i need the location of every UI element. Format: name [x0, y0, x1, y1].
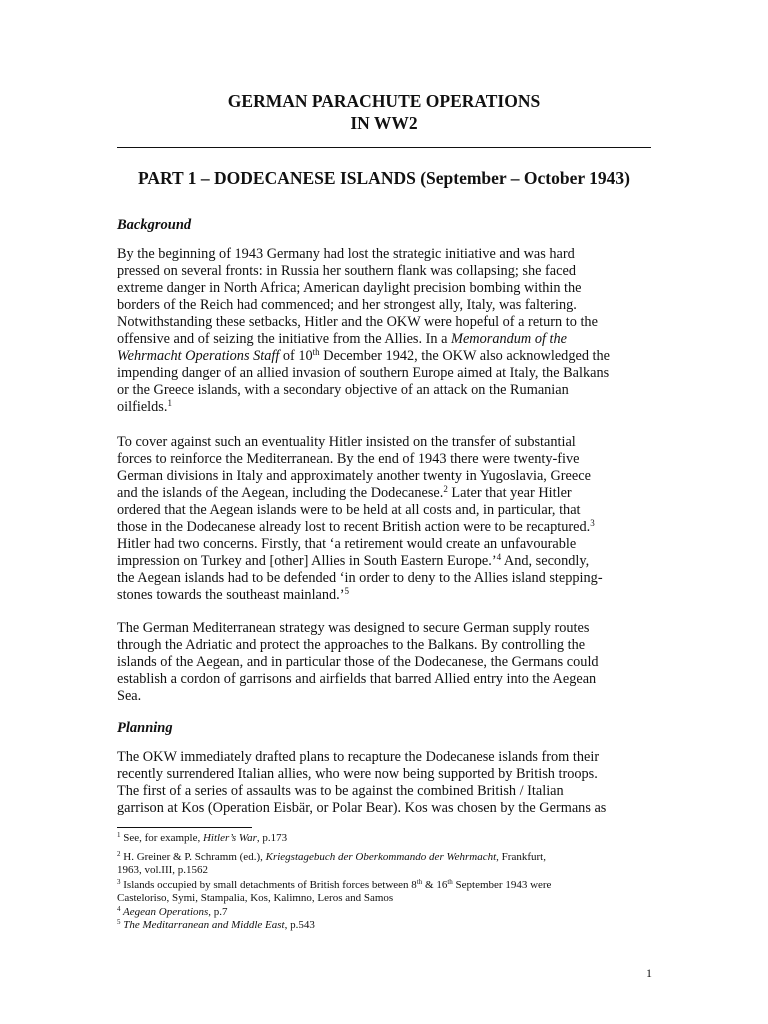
footnote-1: [117, 832, 657, 845]
text-line: forces to reinforce the Mediterranean. By the end of 1943 there were twenty-five: [117, 451, 580, 467]
text-line: Sea.: [117, 688, 142, 704]
title-divider: [117, 147, 651, 148]
footnote-number: 2: [117, 850, 121, 858]
text-line: [117, 519, 657, 536]
footnote-line: 1963, vol.III, p.1562: [117, 864, 209, 877]
footnote-line: Casteloriso, Symi, Stampalia, Kos, Kalimno, Leros and Samos: [117, 892, 394, 905]
text-line: [117, 331, 657, 348]
text-run: December 1942, the OKW also acknowledged the: [319, 348, 611, 364]
text-line: borders of the Reich had commenced; and her strongest ally, Italy, was faltering.: [117, 297, 577, 313]
text-run: H. Greiner & P. Schramm (ed.),: [120, 851, 266, 863]
text-line: Hitler had two concerns. Firstly, that ‘a retirement would create an unfavourable: [117, 536, 577, 552]
part-heading: PART 1 – DODECANESE ISLANDS (September – October 1943): [138, 168, 630, 188]
footnote-2: [117, 851, 657, 878]
text-line: recently surrendered Italian allies, who were now being supported by British troops.: [117, 766, 598, 782]
footnote-divider: [117, 827, 252, 828]
paragraph-1: [117, 246, 657, 416]
italic-title: Wehrmacht Operations Staff: [117, 348, 280, 364]
footnote-number: 4: [117, 905, 121, 913]
italic-title: Memorandum of the: [451, 331, 567, 347]
text-run: & 16: [422, 879, 448, 891]
footnote-ref-4[interactable]: 4: [496, 552, 502, 562]
text-run: September 1943 were: [452, 879, 552, 891]
footnote-number: 5: [117, 918, 121, 926]
text-line: The OKW immediately drafted plans to recapture the Dodecanese islands from their: [117, 749, 600, 765]
footnote-ref-5[interactable]: 5: [344, 586, 350, 596]
text-line: [117, 553, 657, 570]
footnote-ref-3[interactable]: 3: [590, 518, 595, 528]
text-run: those in the Dodecanese already lost to recent British action were to be recaptured.: [117, 519, 591, 535]
paragraph-3: [117, 620, 657, 705]
text-line: By the beginning of 1943 Germany had lost the strategic initiative and was hard: [117, 246, 575, 262]
italic-title: Kriegstagebuch der Oberkommando der Wehrmacht: [265, 851, 497, 863]
footnote-line: [117, 919, 657, 932]
text-line: impending danger of an allied invasion of southern Europe aimed at Italy, the Balkans: [117, 365, 610, 381]
italic-title: Aegean Operations: [120, 906, 209, 918]
footnote-line: [117, 832, 657, 845]
paragraph-4: [117, 749, 657, 817]
footnote-4: [117, 906, 657, 919]
footnote-line: [117, 851, 657, 864]
section-heading-background: Background: [117, 217, 192, 233]
text-line: Notwithstanding these setbacks, Hitler and the OKW were hopeful of a return to the: [117, 314, 598, 330]
footnote-3: [117, 879, 657, 906]
superscript: th: [416, 878, 423, 886]
text-line: establish a cordon of garrisons and airfields that barred Allied entry into the Aegean: [117, 671, 597, 687]
text-run: impression on Turkey and [other] Allies in South Eastern Europe.’: [117, 553, 497, 569]
text-run: of 10: [279, 348, 313, 364]
italic-title: Hitler’s War: [202, 832, 257, 844]
footnote-ref-1[interactable]: 1: [167, 398, 172, 408]
text-line: [117, 348, 657, 365]
text-line: ordered that the Aegean islands were to be held at all costs and, in particular, that: [117, 502, 581, 518]
section-heading-planning: Planning: [117, 720, 173, 736]
document-title-line-1: GERMAN PARACHUTE OPERATIONS: [227, 91, 541, 111]
superscript: th: [312, 347, 320, 357]
text-line: pressed on several fronts: in Russia her southern flank was collapsing; she faced: [117, 263, 576, 279]
text-line: The first of a series of assaults was to be against the combined British / Italian: [117, 783, 564, 799]
text-line: garrison at Kos (Operation Eisbär, or Polar Bear). Kos was chosen by the Germans as: [117, 800, 607, 816]
text-line: [117, 485, 657, 502]
text-run: Islands occupied by small detachments of British forces between 8: [120, 879, 417, 891]
paragraph-2: [117, 434, 657, 604]
text-line: or the Greece islands, with a secondary objective of an attack on the Rumanian: [117, 382, 569, 398]
document-title-line-2: IN WW2: [350, 113, 418, 133]
text-run: oilfields.: [117, 399, 168, 415]
text-line: [117, 587, 657, 604]
text-run: , p.7: [208, 906, 228, 918]
text-run: And, secondly,: [501, 553, 590, 569]
text-line: The German Mediterranean strategy was designed to secure German supply routes: [117, 620, 590, 636]
text-run: and the islands of the Aegean, including the Dodecanese.: [117, 485, 444, 501]
page-number: 1: [646, 966, 652, 980]
text-line: the Aegean islands had to be defended ‘in order to deny to the Allies island stepping-: [117, 570, 603, 586]
text-line: through the Adriatic and protect the approaches to the Balkans. By controlling the: [117, 637, 586, 653]
footnote-line: [117, 879, 657, 892]
text-run: , p.173: [256, 832, 288, 844]
text-run: Later that year Hitler: [447, 485, 572, 501]
footnote-number: 3: [117, 878, 121, 886]
text-line: islands of the Aegean, and in particular those of the Dodecanese, the Germans could: [117, 654, 599, 670]
text-line: German divisions in Italy and approximately another twenty in Yugoslavia, Greece: [117, 468, 591, 484]
text-run: , p.543: [284, 919, 315, 931]
text-run: stones towards the southeast mainland.’: [117, 587, 345, 603]
footnote-number: 1: [117, 831, 121, 839]
text-line: [117, 399, 657, 416]
text-line: extreme danger in North Africa; American daylight precision bombing within the: [117, 280, 582, 296]
footnote-ref-2[interactable]: 2: [443, 484, 448, 494]
text-run: offensive and of seizing the initiative from the Allies. In a: [117, 331, 452, 347]
footnote-5: [117, 919, 657, 932]
superscript: th: [447, 878, 453, 886]
text-run: , Frankfurt,: [496, 851, 546, 863]
italic-title: The Meditarranean and Middle East: [120, 919, 285, 931]
text-run: See, for example,: [120, 832, 203, 844]
text-line: To cover against such an eventuality Hitler insisted on the transfer of substantial: [117, 434, 576, 450]
footnote-line: [117, 906, 657, 919]
